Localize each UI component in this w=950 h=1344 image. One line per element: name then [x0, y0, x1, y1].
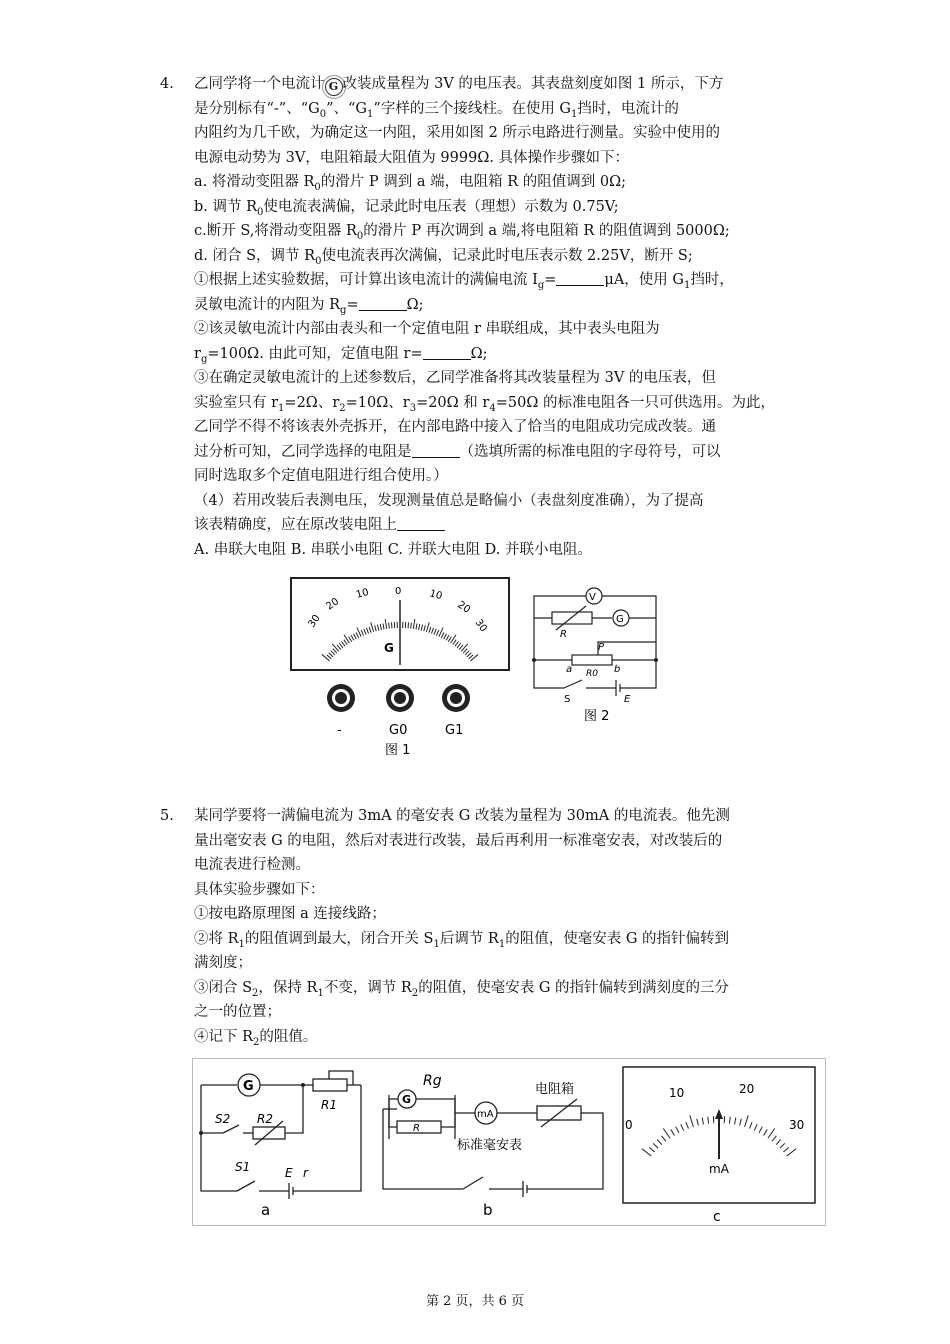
answer-blank[interactable]: [556, 271, 604, 286]
subscript: 1: [278, 402, 285, 414]
subscript: 2: [252, 987, 259, 999]
text-line: ②将 R: [194, 930, 239, 947]
text-line: ”字样的三个接线柱。在使用 G: [373, 100, 572, 117]
scale-label: 20: [455, 599, 473, 616]
text-line: a. 将滑动变阻器 R: [194, 174, 315, 190]
circuit-label: G: [402, 1093, 412, 1106]
figure-caption: a: [261, 1201, 271, 1219]
text-line: μA，使用 G: [604, 272, 684, 288]
circuit-label: 标准毫安表: [457, 1138, 523, 1153]
scale-label: 10: [669, 1086, 685, 1100]
circuit-label: P: [598, 642, 605, 653]
subscript: 1: [571, 108, 578, 120]
scale-tick: [411, 623, 412, 629]
terminal-label: G0: [389, 723, 408, 738]
figure-2: [528, 578, 664, 728]
circuit-label: b: [614, 664, 621, 675]
text-line: ④记下 R: [194, 1028, 254, 1045]
text-line: 挡时，: [690, 272, 734, 288]
scale-tick: [391, 622, 392, 628]
circuit-label: R2: [257, 1112, 273, 1126]
page-footer: 第 2 页，共 6 页: [425, 1294, 525, 1309]
terminal-label: -: [337, 723, 342, 738]
figure-caption: c: [713, 1209, 721, 1225]
circuit-label: R0: [586, 669, 598, 679]
circuit-label: mA: [477, 1109, 494, 1120]
text-line: 的阻值，使毫安表 G 的指针偏转到: [505, 930, 730, 947]
answer-blank[interactable]: [423, 345, 471, 360]
question-body: [194, 72, 800, 562]
text-line: 同时选取多个定值电阻进行组合使用。）: [194, 468, 448, 484]
scale-tick: [408, 622, 409, 628]
circuit-label: S2: [215, 1112, 231, 1126]
text-line: 改装成量程为 3V 的电压表。其表盘刻度如图 1 所示，下方: [342, 76, 724, 92]
text-line: 该表精确度，应在原改装电阻上: [194, 517, 397, 533]
text-line: c.断开 S,将滑动变阻器 R: [194, 223, 357, 239]
subscript: 4: [489, 402, 496, 414]
question-number: 4.: [160, 76, 174, 92]
figure-caption: 图 2: [584, 709, 610, 724]
terminal-g1: [442, 684, 470, 712]
circuit-label: 电阻箱: [535, 1082, 575, 1097]
subscript: 1: [684, 279, 691, 291]
subscript: 1: [498, 938, 506, 950]
text-line: 之一的位置；: [194, 1004, 281, 1020]
scale-label: 20: [324, 596, 342, 613]
text-line: 满刻度；: [194, 955, 252, 971]
text-line: 过分析可知，乙同学选择的电阻是: [194, 443, 412, 460]
text-line: 某同学要将一满偏电流为 3mA 的毫安表 G 改装为量程为 30mA 的电流表。他先测: [194, 808, 730, 824]
text-line: =10Ω、r: [345, 394, 410, 411]
subscript: 0: [319, 108, 327, 120]
text-line: 的阻值，使毫安表 G 的指针偏转到满刻度的三分: [418, 979, 730, 996]
figure-caption: b: [483, 1201, 493, 1219]
text-line: ①根据上述实验数据，可计算出该电流计的满偏电流 I: [194, 272, 538, 288]
unit-label: mA: [709, 1162, 729, 1176]
circuit-figures-abc: [193, 1059, 825, 1225]
text-line: 的阻值调到最大，闭合开关 S: [244, 930, 434, 947]
text-line: =2Ω、r: [284, 394, 340, 411]
figure-abc: [192, 1058, 826, 1226]
subscript: 1: [433, 938, 440, 950]
terminal-minus: [327, 684, 355, 712]
text-line: 乙同学不得不将该表外壳拆开，在内部电路中接入了恰当的电阻成功完成改装。通: [194, 419, 716, 435]
subscript: 1: [367, 108, 374, 120]
scale-label: 20: [739, 1082, 755, 1096]
text-line: 的滑片 P 再次调到 a 端,将电阻箱 R 的阻值调到 5000Ω;: [363, 223, 730, 239]
circuit-label: G: [616, 614, 624, 625]
text-line: A. 串联大电阻 B. 串联小电阻 C. 并联大电阻 D. 并联小电阻。: [194, 541, 593, 558]
text-line: 挡时，电流计的: [577, 100, 679, 117]
circuit-label: S: [564, 694, 571, 705]
text-line: 的阻值。: [259, 1028, 318, 1045]
answer-blank[interactable]: [397, 516, 445, 531]
subscript: g: [537, 279, 545, 291]
scale-label: 30: [789, 1118, 805, 1132]
text-line: 后调节 R: [439, 930, 499, 947]
text-line: =100Ω. 由此可知，定值电阻 r=: [207, 345, 423, 362]
subscript: 1: [238, 938, 245, 950]
text-line: ③闭合 S: [194, 979, 253, 996]
subscript: 2: [411, 987, 419, 999]
answer-blank[interactable]: [359, 296, 407, 311]
circuit-label: R: [413, 1123, 420, 1134]
text-line: （选填所需的标准电阻的字母符号，可以: [459, 443, 721, 460]
subscript: 3: [409, 402, 417, 414]
circuit-label: R1: [321, 1098, 337, 1112]
subscript: 0: [314, 181, 321, 193]
scale-tick: [389, 623, 390, 629]
text-line: b. 调节 R: [194, 198, 258, 215]
circuit-label: E: [285, 1166, 293, 1180]
circuit-label: S1: [235, 1160, 251, 1174]
text-line: =: [544, 272, 557, 288]
scale-label: 10: [428, 588, 444, 603]
text-line: 乙同学将一个电流计: [194, 76, 325, 92]
circuit-label: R: [560, 629, 567, 640]
question-body: [194, 804, 800, 1049]
scale-label: 30: [306, 612, 323, 630]
text-line: ①按电路原理图 a 连接线路；: [194, 906, 386, 922]
circuit-label: r: [303, 1166, 308, 1180]
text-line: Ω;: [406, 296, 424, 313]
subscript: g: [200, 353, 208, 365]
text-line: 实验室只有 r: [194, 394, 279, 411]
terminal-label: G1: [445, 723, 464, 738]
scale-label: 30: [472, 617, 489, 635]
scale-label: 0: [625, 1118, 633, 1132]
text-line: r: [194, 345, 201, 362]
subscript: 0: [356, 230, 364, 242]
question-number: 5.: [160, 808, 174, 824]
subscript: 0: [315, 255, 322, 267]
circuit-figure-2: [528, 578, 664, 728]
circuit-label: G: [243, 1079, 254, 1094]
text-line: Ω;: [470, 345, 488, 362]
circuit-label: a: [566, 664, 573, 675]
galvanometer-symbol-icon: G: [325, 78, 343, 96]
circuit-label: Rg: [423, 1073, 442, 1089]
text-line: ，保持 R: [258, 979, 318, 996]
text-line: 不变，调节 R: [323, 979, 412, 996]
subscript: 2: [253, 1036, 260, 1048]
circuit-a: [201, 1071, 361, 1199]
text-line: 是分别标有“-”、“G: [194, 100, 320, 117]
subscript: g: [340, 304, 347, 316]
dial-letter: G: [384, 641, 394, 655]
scale-label: 10: [354, 586, 371, 601]
text-line: 电流表进行检测。: [194, 857, 310, 873]
text-line: ③在确定灵敏电流计的上述参数后，乙同学准备将其改装量程为 3V 的电压表，但: [194, 370, 716, 386]
text-line: 电源电动势为 3V，电阻箱最大阻值为 9999Ω. 具体操作步骤如下：: [194, 149, 630, 166]
terminal-g0: [386, 684, 414, 712]
text-line: ②该灵敏电流计内部由表头和一个定值电阻 r 串联组成，其中表头电阻为: [194, 321, 660, 337]
circuit-label: E: [624, 694, 631, 705]
text-line: =50Ω 的标准电阻各一只可供选用。为此，: [495, 394, 775, 411]
text-line: =: [346, 296, 359, 313]
circuit-label: V: [589, 592, 596, 603]
subscript: 1: [317, 987, 324, 999]
text-line: 具体实验步骤如下：: [194, 881, 325, 898]
text-line: 使电流表满偏，记录此时电压表（理想）示数为 0.75V;: [263, 198, 619, 215]
answer-blank[interactable]: [412, 443, 460, 458]
figure-caption: 图 1: [385, 743, 411, 758]
scale-label: 0: [395, 586, 402, 597]
subscript: 2: [339, 402, 346, 414]
text-line: 灵敏电流计的内阻为 R: [194, 296, 341, 313]
text-line: 量出毫安表 G 的电阻，然后对表进行改装，最后再利用一标准毫安表，对改装后的: [194, 832, 723, 849]
text-line: 内阻约为几千欧，为确定这一内阻，采用如图 2 所示电路进行测量。实验中使用的: [194, 125, 720, 141]
text-line: （4）若用改装后表测电压，发现测量值总是略偏小（表盘刻度准确），为了提高: [194, 492, 704, 509]
meter-dial-figure: [285, 570, 515, 760]
text-line: 的滑片 P 调到 a 端，电阻箱 R 的阻值调到 0Ω;: [320, 174, 626, 190]
figure-1: [285, 570, 515, 760]
text-line: =20Ω 和 r: [416, 394, 490, 411]
text-line: 使电流表再次满偏，记录此时电压表示数 2.25V，断开 S;: [321, 247, 693, 264]
subscript: 0: [257, 206, 264, 218]
text-line: d. 闭合 S，调节 R: [194, 247, 316, 264]
text-line: ”、“G: [326, 100, 368, 117]
